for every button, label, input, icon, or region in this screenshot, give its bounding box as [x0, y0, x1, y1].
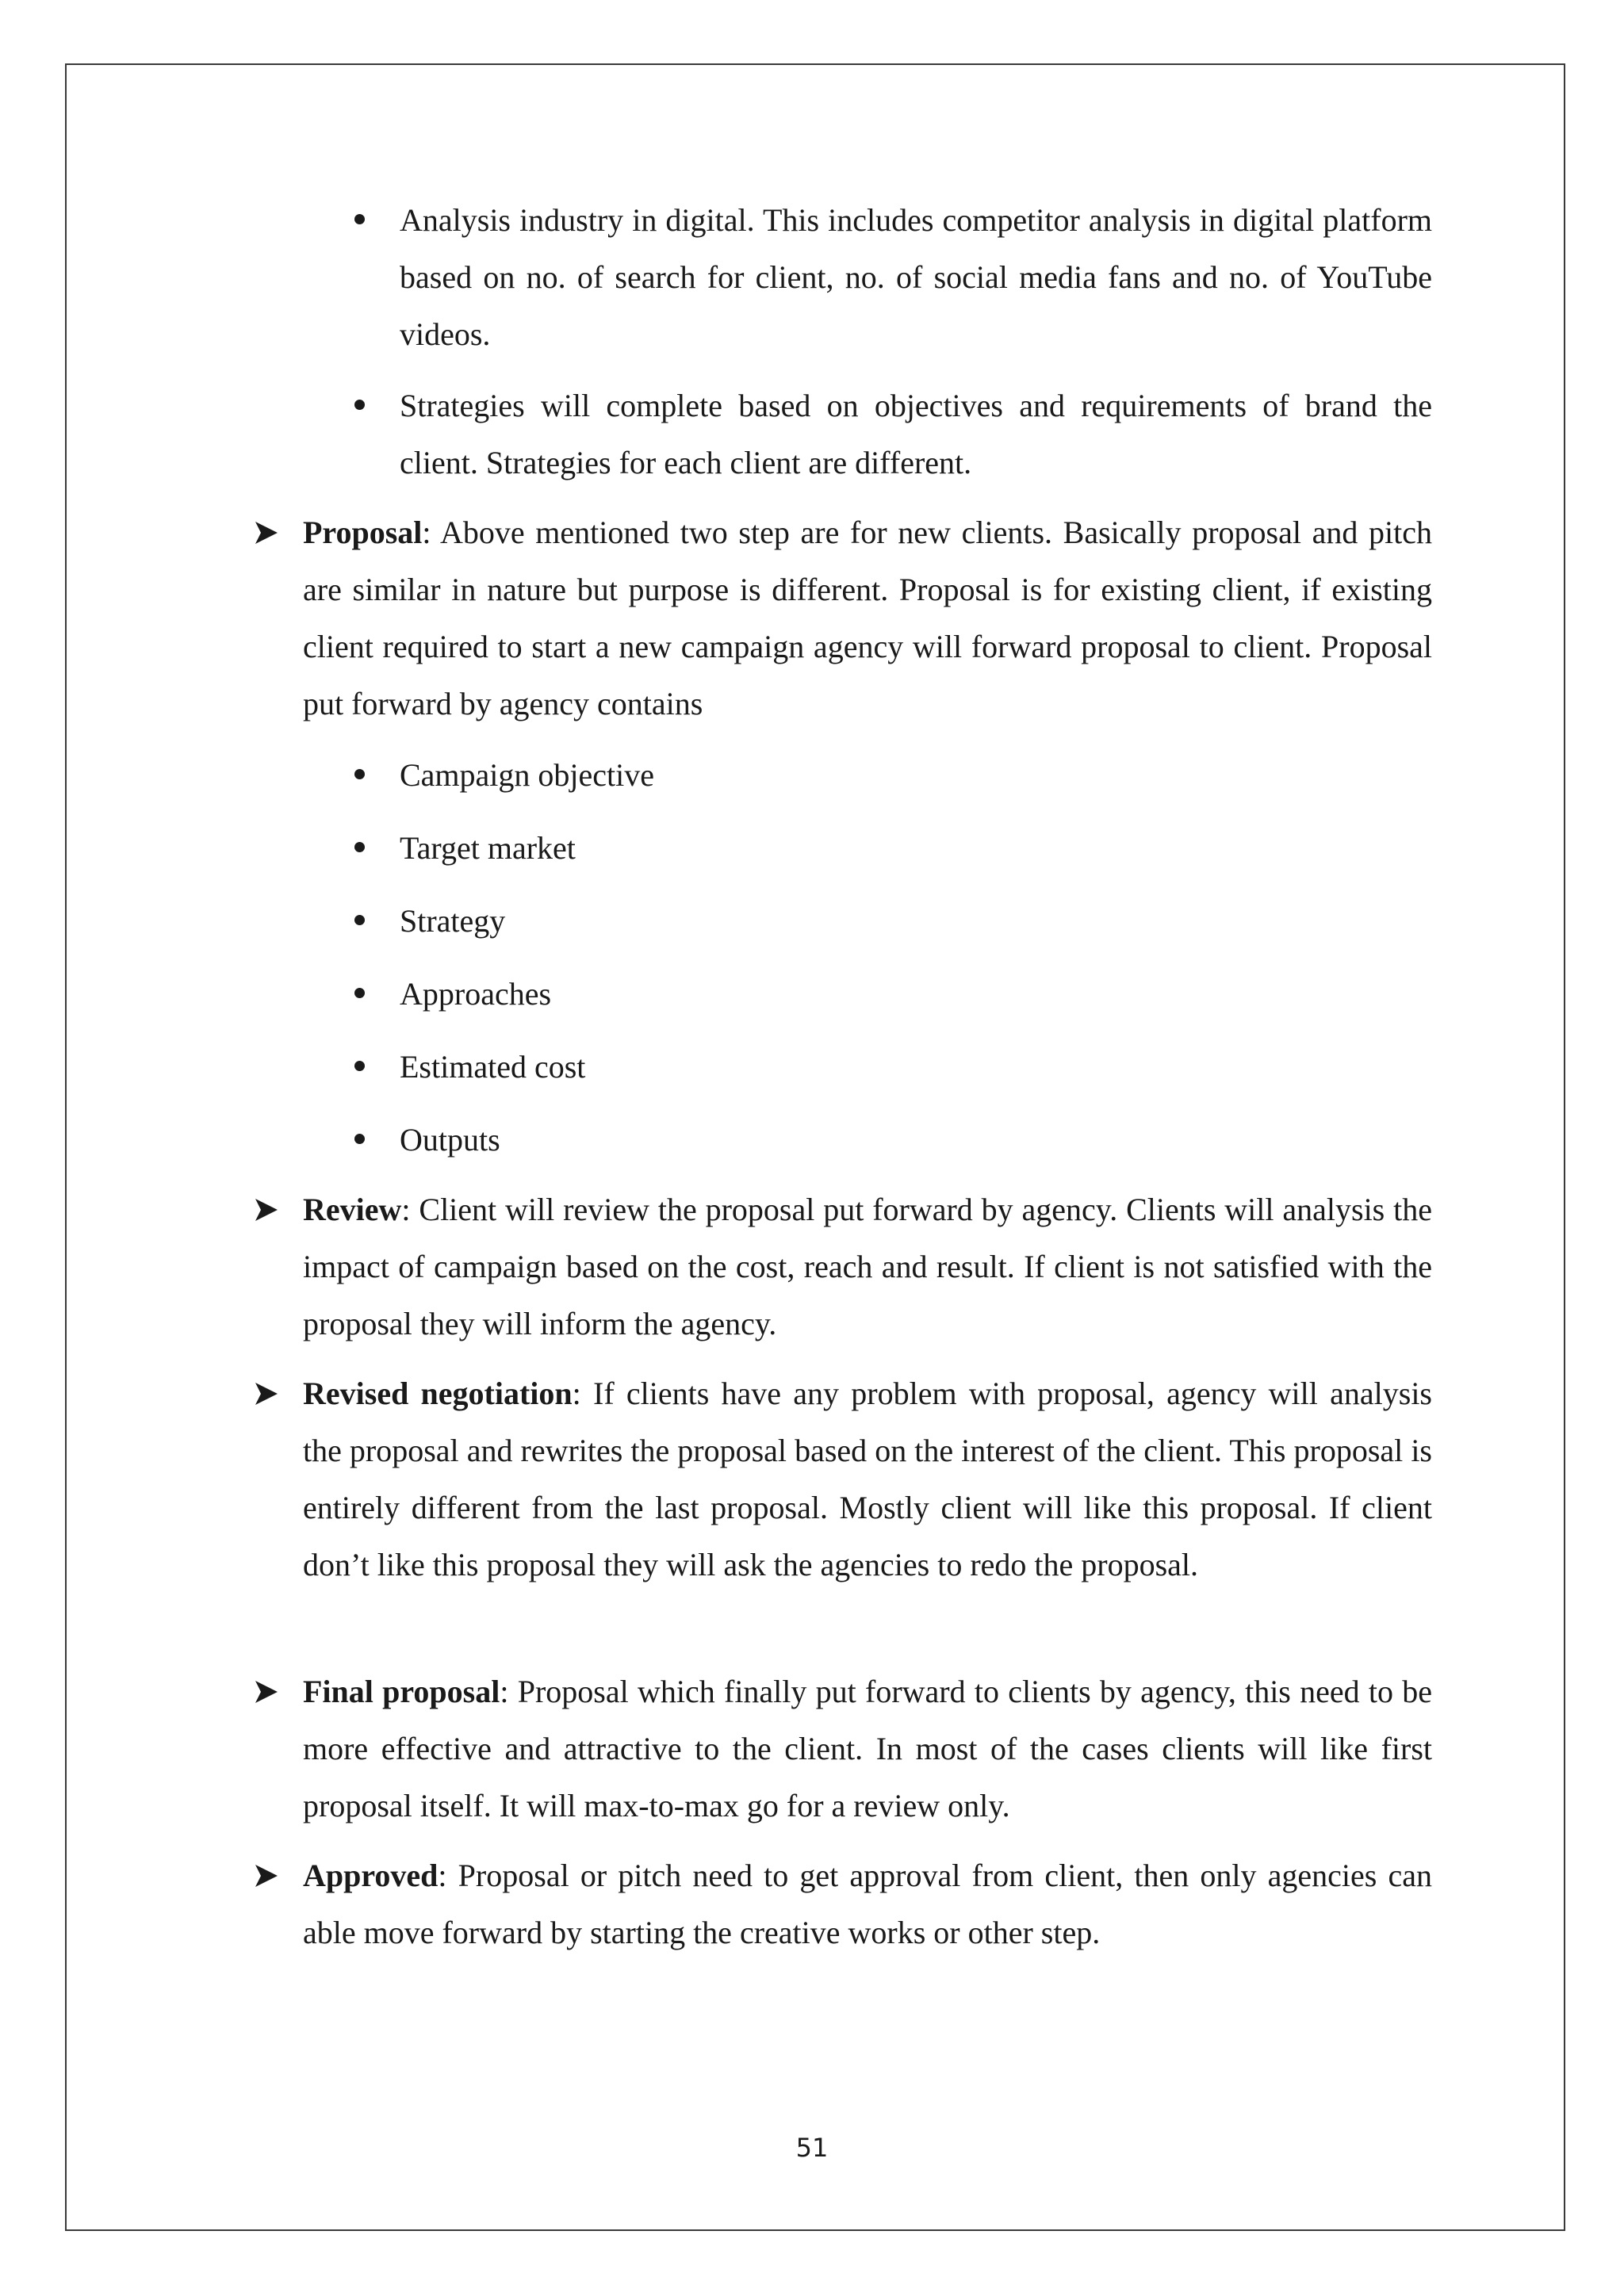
- review-text: : Client will review the proposal put forward by agency. Clients will analysis the impact of campaign based on the cost, reach and result. If client is not satisfied with the proposal they will inform the agency.: [303, 1192, 1432, 1341]
- arrow-bullet-icon: [252, 1196, 281, 1224]
- approved-section: [303, 1847, 1432, 1961]
- bullet-icon: [352, 1134, 368, 1150]
- bullet-icon: [352, 988, 368, 1004]
- approved-term: Approved: [303, 1858, 439, 1893]
- proposal-text: : Above mentioned two step are for new clients. Basically proposal and pitch are similar in nature but purpose is different. Proposal is for existing client, if existing client required to start a new campaign agency will forward proposal to client. Proposal put forward by agency contains: [303, 515, 1432, 721]
- bullet-icon: [352, 769, 368, 785]
- arrow-bullet-icon: [252, 1862, 281, 1890]
- final-proposal-term: Final proposal: [303, 1674, 500, 1709]
- review-term: Review: [303, 1192, 402, 1227]
- arrow-bullet-icon: [252, 1380, 281, 1408]
- arrow-bullet-icon: [252, 519, 281, 547]
- list-item: Strategy: [400, 903, 506, 939]
- bullet-icon: [352, 214, 368, 230]
- bullet-icon: [352, 400, 368, 415]
- bullet-icon: [352, 1061, 368, 1077]
- proposal-section: [303, 504, 1432, 733]
- list-item: Outputs: [400, 1122, 500, 1158]
- bullet-icon: [352, 915, 368, 931]
- page-number: 51: [795, 2133, 829, 2163]
- review-section: [303, 1181, 1432, 1353]
- list-item: Target market: [400, 830, 576, 866]
- list-item: Analysis industry in digital. This includes competitor analysis in digital platform based on no. of search for client, no. of social media fans and no. of YouTube videos.: [400, 202, 1432, 352]
- list-item: Strategies will complete based on objectives and requirements of brand the client. Strategies for each client are different.: [400, 388, 1432, 480]
- list-item: Estimated cost: [400, 1049, 586, 1085]
- arrow-bullet-icon: [252, 1678, 281, 1706]
- final-proposal-section: [303, 1663, 1432, 1835]
- final-proposal-text: : Proposal which finally put forward to clients by agency, this need to be more effective and attractive to the client. In most of the cases clients will like first proposal itself. It will max-to-max go for a review only.: [303, 1674, 1433, 1823]
- list-item: Campaign objective: [400, 757, 655, 793]
- revised-negotiation-term: Revised negotiation: [303, 1376, 573, 1411]
- approved-text: : Proposal or pitch need to get approval from client, then only agencies can able move forward by starting the creative works or other step.: [303, 1858, 1432, 1950]
- bullet-icon: [352, 842, 368, 858]
- revised-negotiation-section: [303, 1365, 1432, 1594]
- list-item: Approaches: [400, 976, 552, 1012]
- revised-negotiation-text: : If clients have any problem with proposal, agency will analysis the proposal and rewrites the proposal based on the interest of the client. This proposal is entirely different from the last proposal. Mostly client will like this proposal. If client don’t like this proposal they will ask the agencies to redo the proposal.: [303, 1376, 1432, 1582]
- proposal-term: Proposal: [303, 515, 423, 550]
